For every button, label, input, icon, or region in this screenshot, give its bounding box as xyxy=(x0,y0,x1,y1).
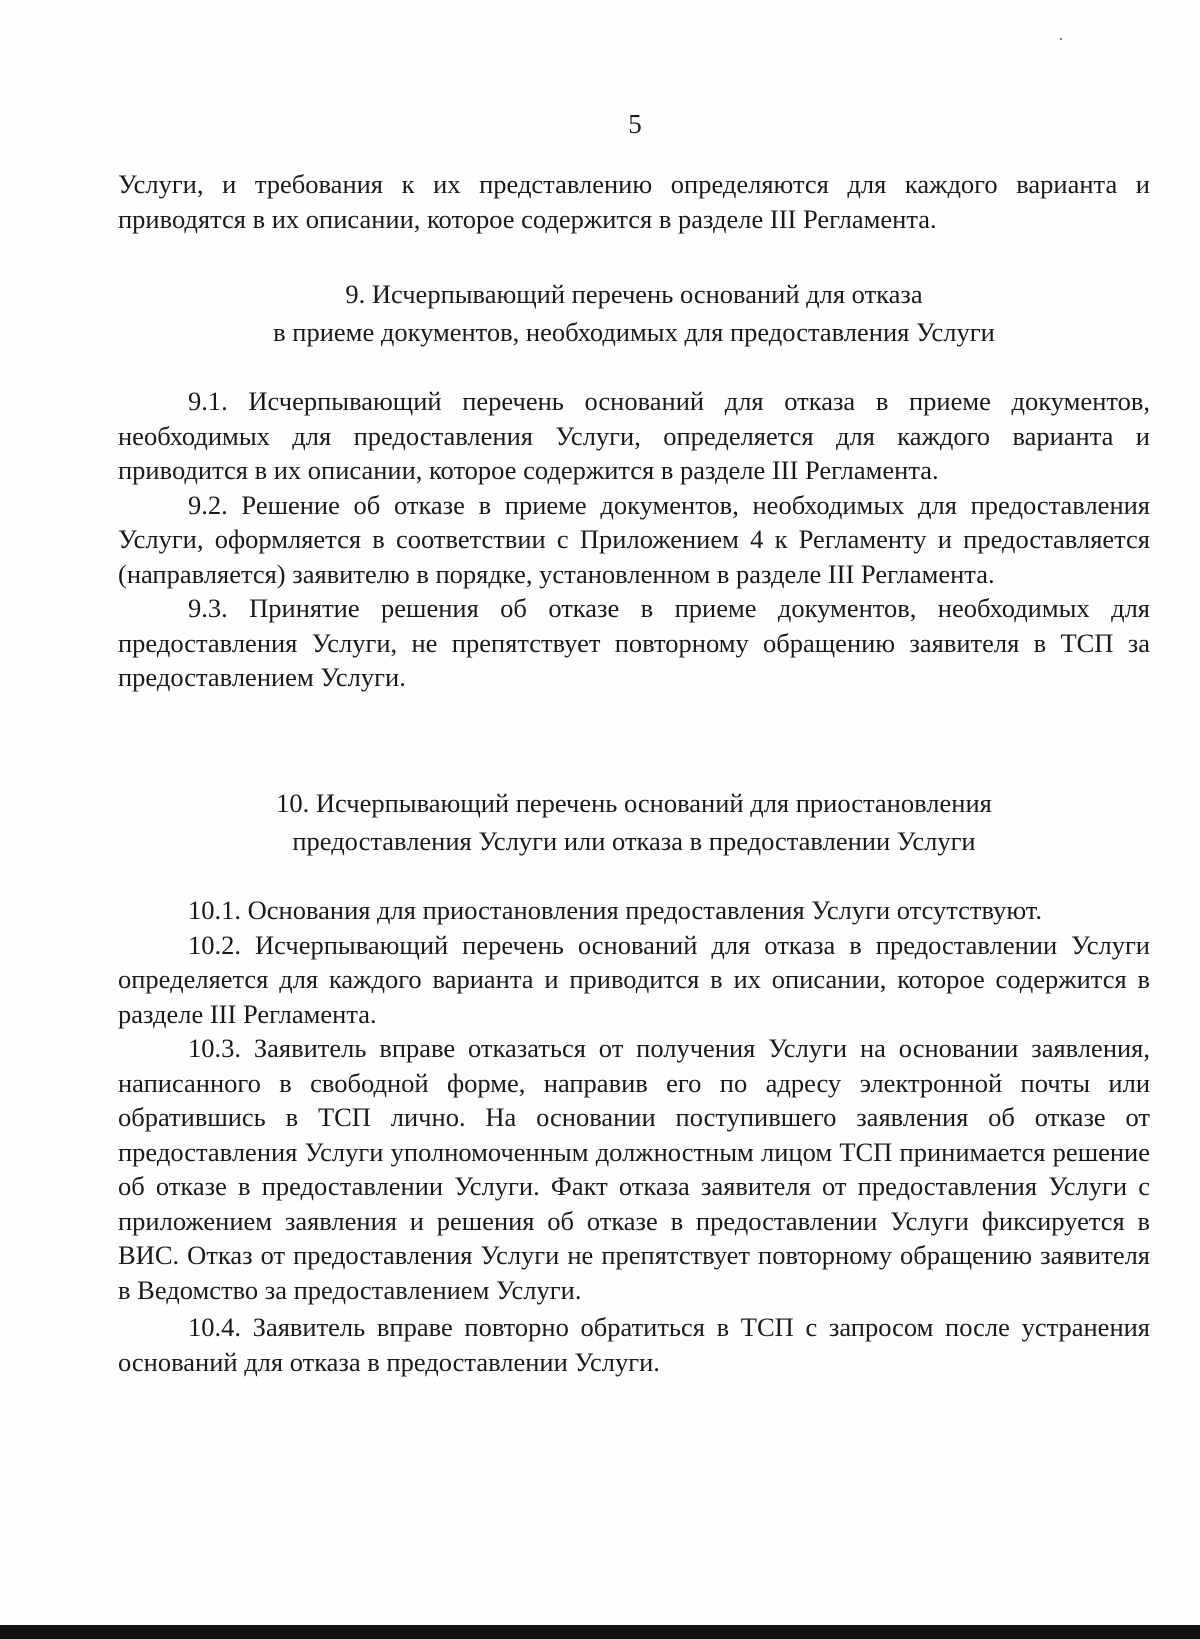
section-10-heading-line-1: 10. Исчерпывающий перечень оснований для приостановления xyxy=(276,788,992,818)
paragraph-10-1: 10.1. Основания для приостановления предоставления Услуги отсутствуют. xyxy=(188,895,1043,925)
intro-block xyxy=(118,167,1150,236)
section-10-body xyxy=(118,893,1150,1379)
paragraph-9-2: 9.2. Решение об отказе в приеме документов, необходимых для предоставления Услуги, оформляется в соответствии с Приложением 4 к Регламенту и предоставляется (направляется) заявителю в порядке, установленном в разделе III Регламента. xyxy=(118,489,1150,589)
section-9-heading-line-2: в приеме документов, необходимых для предоставления Услуги xyxy=(273,317,995,347)
paragraph-9-3: 9.3. Принятие решения об отказе в приеме документов, необходимых для предоставления Услуги, не препятствует повторному обращению заявителя в ТСП за предоставлением Услуги. xyxy=(118,593,1150,692)
paragraph-9-1: 9.1. Исчерпывающий перечень оснований для отказа в приеме документов, необходимых для предоставления Услуги, определяется для каждого варианта и приводится в их описании, которое содержится в разделе III Регламента. xyxy=(118,386,1150,485)
scan-speck xyxy=(1060,38,1062,40)
section-10-heading xyxy=(118,784,1150,860)
section-10-heading-line-2: предоставления Услуги или отказа в предоставлении Услуги xyxy=(292,826,976,856)
intro-paragraph: Услуги, и требования к их представлению определяются для каждого варианта и приводятся в их описании, которое содержится в разделе III Регламента. xyxy=(118,169,1150,234)
section-9-heading-line-1: 9. Исчерпывающий перечень оснований для отказа xyxy=(345,279,923,309)
page-number: 5 xyxy=(628,109,642,139)
section-9-body xyxy=(118,384,1150,695)
paragraph-10-3: 10.3. Заявитель вправе отказаться от получения Услуги на основании заявления, написанного в свободной форме, направив его по адресу электронной почты или обратившись в ТСП лично. На основании поступившего заявления об отказе от предоставления Услуги уполномоченным должностным лицом ТСП принимается решение об отказе в предоставлении Услуги. Факт отказа заявителя от предоставления Услуги с приложением заявления и решения об отказе в предоставлении Услуги фиксируется в ВИС. Отказ от предоставления Услуги не препятствует повторному обращению заявителя в Ведомство за предоставлением Услуги. xyxy=(118,1033,1150,1305)
scan-bottom-edge xyxy=(0,1625,1200,1639)
paragraph-10-4: 10.4. Заявитель вправе повторно обратиться в ТСП с запросом после устранения оснований для отказа в предоставлении Услуги. xyxy=(118,1312,1150,1377)
paragraph-10-2: 10.2. Исчерпывающий перечень оснований для отказа в предоставлении Услуги определяется для каждого варианта и приводится в их описании, которое содержится в разделе III Регламента. xyxy=(118,929,1150,1029)
section-9-heading xyxy=(118,275,1150,351)
